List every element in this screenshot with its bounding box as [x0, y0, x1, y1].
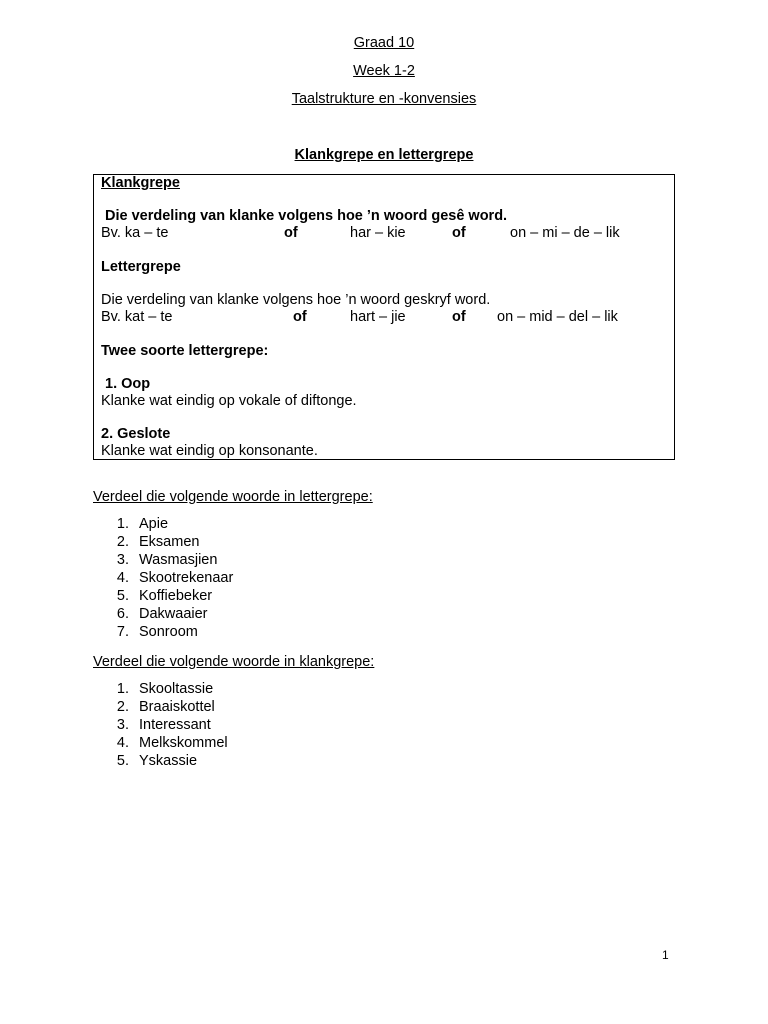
klankgrepe-or-2: of [452, 225, 466, 241]
klankgrepe-heading: Klankgrepe [101, 175, 180, 191]
list-number: 3. [116, 552, 129, 568]
list-word: Skootrekenaar [139, 570, 234, 586]
type-closed-description: Klanke wat eindig op konsonante. [101, 443, 318, 459]
exercise-2-instruction: Verdeel die volgende woorde in klankgrepe: [93, 654, 375, 670]
list-word: Skooltassie [139, 681, 214, 697]
list-number: 2. [116, 534, 129, 550]
klankgrepe-definition: Die verdeling van klanke volgens hoe ’n woord gesê word. [105, 208, 508, 224]
list-number: 1. [116, 681, 129, 697]
grade-heading: Graad 10 [353, 35, 415, 51]
type-open-heading: 1. Oop [105, 376, 151, 392]
list-word: Wasmasjien [139, 552, 218, 568]
lettergrepe-heading: Lettergrepe [101, 259, 181, 275]
lettergrepe-definition: Die verdeling van klanke volgens hoe ’n woord geskryf word. [101, 292, 491, 308]
klankgrepe-example-3: on – mi – de – lik [510, 225, 620, 241]
list-number: 2. [116, 699, 129, 715]
list-number: 5. [116, 753, 129, 769]
lettergrepe-example-1: Bv. kat – te [101, 309, 173, 325]
list-word: Dakwaaier [139, 606, 208, 622]
list-word: Apie [139, 516, 169, 532]
type-closed-heading: 2. Geslote [101, 426, 171, 442]
list-number: 7. [116, 624, 129, 640]
list-word: Braaiskottel [139, 699, 215, 715]
list-word: Koffiebeker [139, 588, 213, 604]
exercise-1-instruction: Verdeel die volgende woorde in lettergrepe: [93, 489, 373, 505]
lettergrepe-or-1: of [293, 309, 307, 325]
list-number: 4. [116, 570, 129, 586]
list-number: 5. [116, 588, 129, 604]
definitions-box [93, 174, 675, 460]
klankgrepe-example-2: har – kie [350, 225, 406, 241]
type-open-description: Klanke wat eindig op vokale of diftonge. [101, 393, 357, 409]
klankgrepe-example-1: Bv. ka – te [101, 225, 169, 241]
lettergrepe-example-3: on – mid – del – lik [497, 309, 618, 325]
lettergrepe-example-2: hart – jie [350, 309, 406, 325]
page-number: 1 [662, 948, 669, 962]
week-heading: Week 1-2 [353, 63, 415, 79]
list-number: 1. [116, 516, 129, 532]
section-title: Klankgrepe en lettergrepe [294, 147, 474, 163]
list-word: Yskassie [139, 753, 198, 769]
subject-heading: Taalstrukture en -konvensies [291, 91, 477, 107]
list-number: 6. [116, 606, 129, 622]
list-word: Interessant [139, 717, 211, 733]
klankgrepe-or-1: of [284, 225, 298, 241]
list-word: Sonroom [139, 624, 198, 640]
list-number: 4. [116, 735, 129, 751]
types-heading: Twee soorte lettergrepe: [101, 343, 269, 359]
list-word: Eksamen [139, 534, 200, 550]
list-number: 3. [116, 717, 129, 733]
lettergrepe-or-2: of [452, 309, 466, 325]
list-word: Melkskommel [139, 735, 228, 751]
